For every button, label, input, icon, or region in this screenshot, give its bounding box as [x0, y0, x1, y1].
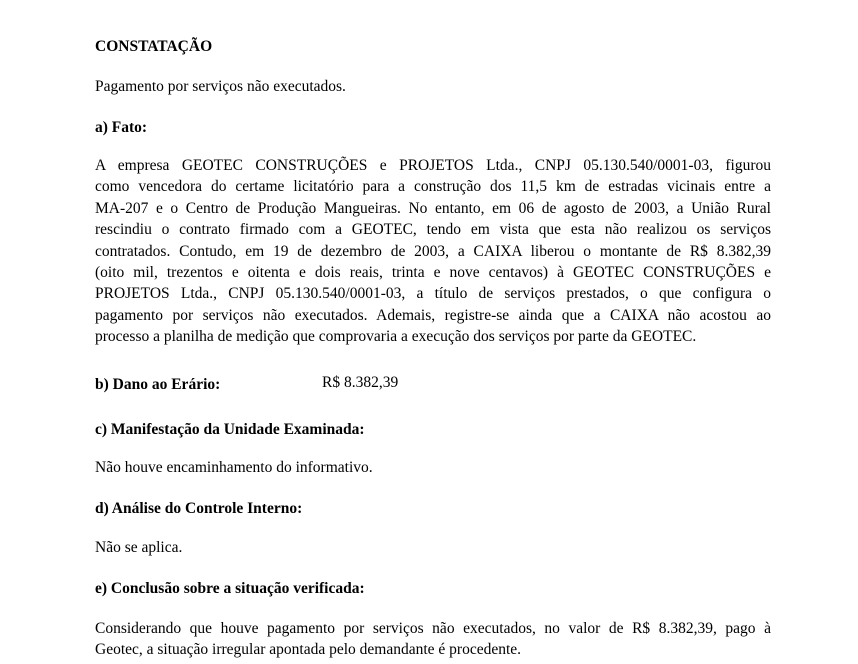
finding-subtitle: Pagamento por serviços não executados.	[95, 78, 346, 95]
conclusao-line: Considerando que houve pagamento por serviços não executados, no valor de R$ 8.382,39, pago à	[95, 620, 771, 637]
manifestacao-text: Não houve encaminhamento do informativo.	[95, 459, 373, 476]
fato-line: processo a planilha de medição que comprovaria a execução dos serviços por parte da GEOTEC.	[95, 328, 697, 346]
fato-line: A empresa GEOTEC CONSTRUÇÕES e PROJETOS Ltda., CNPJ 05.130.540/0001-03, figurou	[95, 157, 771, 174]
fato-line: rescindiu o contrato firmado com a GEOTEC, tendo em vista que esta não realizou os serviços	[95, 221, 771, 239]
dano-label: b) Dano ao Erário:	[95, 376, 221, 393]
conclusao-label: e) Conclusão sobre a situação verificada:	[95, 580, 365, 597]
fato-line: pagamento por serviços não executados. Ademais, registre-se ainda que a CAIXA não acostou ao	[95, 306, 771, 324]
section-heading: CONSTATAÇÃO	[95, 38, 213, 55]
fato-line: contratados. Contudo, em 19 de dezembro de 2003, a CAIXA liberou o montante de R$ 8.382,39	[95, 242, 771, 260]
conclusao-line: Geotec, a situação irregular apontada pelo demandante é procedente.	[95, 641, 522, 659]
dano-value: R$ 8.382,39	[322, 374, 399, 391]
analise-text: Não se aplica.	[95, 539, 183, 556]
fato-label: a) Fato:	[95, 119, 148, 136]
fato-line: PROJETOS Ltda., CNPJ 05.130.540/0001-03, a título de serviços prestados, o que configura o	[95, 285, 771, 303]
manifestacao-label: c) Manifestação da Unidade Examinada:	[95, 421, 365, 438]
conclusao-paragraph	[95, 618, 771, 661]
fato-line: (oito mil, trezentos e oitenta e dois reais, trinta e nove centavos) à GEOTEC CONSTRUÇÕES e	[95, 264, 771, 282]
analise-label: d) Análise do Controle Interno:	[95, 500, 303, 517]
fato-line: como vencedora do certame licitatório para a construção dos 11,5 km de estradas vicinais entre a	[95, 178, 771, 196]
fato-line: MA-207 e o Centro de Produção Mangueiras. No entanto, em 06 de agosto de 2003, a União Rural	[95, 199, 771, 217]
fato-paragraph	[95, 155, 771, 348]
